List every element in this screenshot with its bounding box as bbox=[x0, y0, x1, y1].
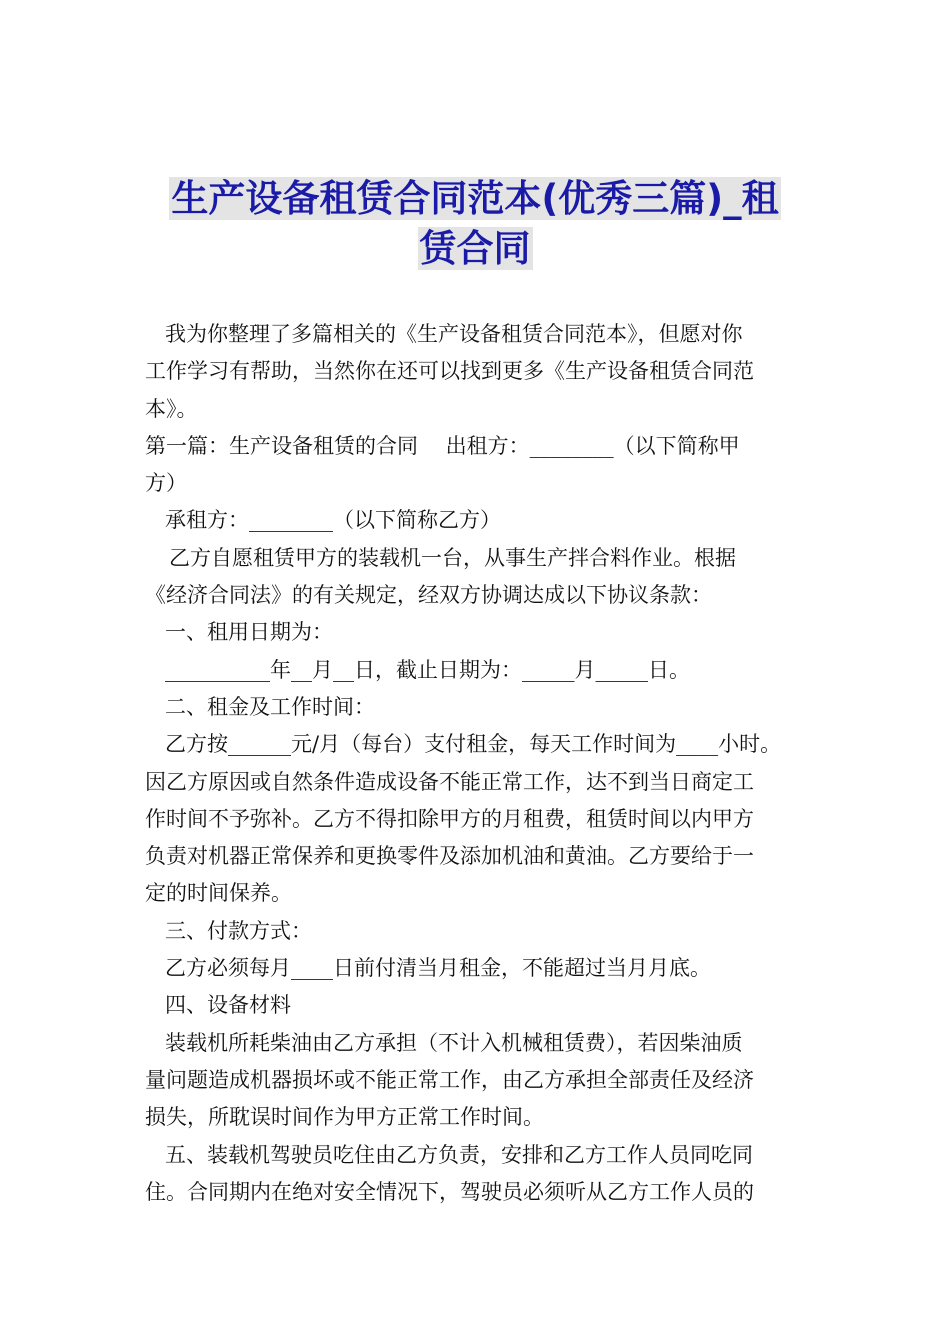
paragraph-line: 乙方自愿租赁甲方的装载机一台，从事生产拌合料作业。根据 bbox=[169, 545, 736, 570]
section-heading: 一、租用日期为： bbox=[165, 620, 333, 645]
paragraph-line: 乙方必须每月____日前付清当月租金，不能超过当月月底。 bbox=[165, 956, 711, 981]
paragraph-line: 定的时间保养。 bbox=[145, 881, 292, 906]
paragraph-line: 《经济合同法》的有关规定，经双方协调达成以下协议条款： bbox=[145, 583, 712, 608]
section-heading: 二、租金及工作时间： bbox=[165, 694, 375, 719]
paragraph-line: 量问题造成机器损坏或不能正常工作，由乙方承担全部责任及经济 bbox=[145, 1067, 754, 1092]
paragraph-line: 因乙方原因或自然条件造成设备不能正常工作，达不到当日商定工 bbox=[145, 769, 754, 794]
section-heading: 五、装载机驾驶员吃住由乙方负责，安排和乙方工作人员同吃同 bbox=[165, 1142, 753, 1167]
document-title-line-2: 赁合同 bbox=[419, 227, 531, 270]
paragraph-line: 我为你整理了多篇相关的《生产设备租赁合同范本》，但愿对你 bbox=[165, 322, 743, 346]
paragraph-line: 本》。 bbox=[145, 396, 198, 421]
section-heading: 四、设备材料 bbox=[165, 993, 291, 1018]
section-heading: 三、付款方式： bbox=[165, 918, 312, 943]
document-title-line-1: 生产设备租赁合同范本(优秀三篇)_租 bbox=[171, 177, 779, 220]
paragraph-line: 方） bbox=[145, 471, 187, 496]
document-body bbox=[145, 316, 810, 1211]
paragraph-line: 损失，所耽误时间作为甲方正常工作时间。 bbox=[145, 1105, 544, 1130]
paragraph-line: 住。合同期内在绝对安全情况下，驾驶员必须听从乙方工作人员的 bbox=[145, 1179, 754, 1204]
paragraph-line: 乙方按______元/月（每台）支付租金，每天工作时间为____小时。 bbox=[165, 732, 782, 757]
paragraph-line: 第一篇：生产设备租赁的合同 出租方：________（以下简称甲 bbox=[145, 433, 740, 458]
paragraph-line: 装载机所耗柴油由乙方承担（不计入机械租赁费），若因柴油质 bbox=[165, 1030, 743, 1055]
paragraph-line: 承租方：________（以下简称乙方） bbox=[165, 508, 501, 533]
paragraph-line: 作时间不予弥补。乙方不得扣除甲方的月租费，租赁时间以内甲方 bbox=[145, 806, 754, 831]
paragraph-line: 工作学习有帮助，当然你在还可以找到更多《生产设备租赁合同范 bbox=[145, 359, 754, 384]
paragraph-line: __________年__月__日，截止日期为：_____月_____日。 bbox=[165, 657, 690, 682]
paragraph-line: 负责对机器正常保养和更换零件及添加机油和黄油。乙方要给于一 bbox=[145, 844, 754, 869]
